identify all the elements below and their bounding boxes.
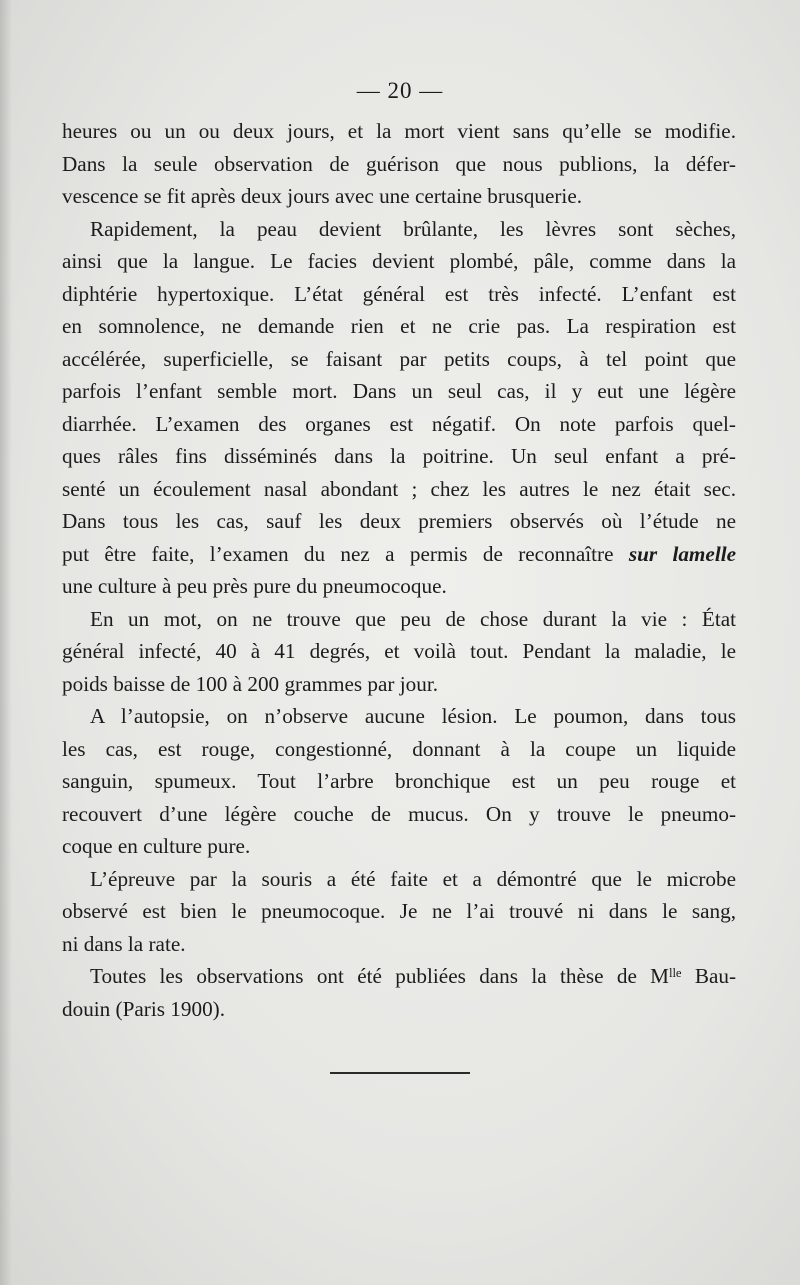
text-line: Dans tous les cas, sauf les deux premiers observés où l’étude ne (62, 509, 736, 533)
paragraph (62, 213, 736, 603)
page-edge-shadow (0, 0, 12, 1285)
text-line: vescence se fit après deux jours avec une certaine brusquerie. (62, 184, 583, 208)
text-line-with-emphasis (62, 538, 736, 571)
text-line: recouvert d’une légère couche de mucus. On y trouve le pneumo- (62, 801, 736, 826)
paragraph (62, 960, 736, 1025)
text-line: en somnolence, ne demande rien et ne crie pas. La respiration est (62, 314, 736, 338)
text-line: coque en culture pure. (62, 834, 251, 858)
text-line: diarrhée. L’examen des organes est négatif. On note parfois quel- (62, 411, 736, 436)
text-line: Dans la seule observation de guérison que nous publions, la défer- (62, 151, 736, 176)
page-number: — 20 — (356, 78, 444, 103)
text-line: une culture à peu près pure du pneumocoque. (62, 574, 447, 598)
text-line: L’épreuve par la souris a été faite et a démontré que le microbe (90, 866, 736, 891)
paragraph (62, 863, 736, 961)
text-line: senté un écoulement nasal abondant ; chez les autres le nez était sec. (62, 476, 736, 501)
body-text (62, 115, 736, 1025)
text-line: observé est bien le pneumocoque. Je ne l’ai trouvé ni dans le sang, (62, 899, 736, 923)
text-line: ques râles fins disséminés dans la poitrine. Un seul enfant a pré- (62, 444, 736, 468)
text-line: ainsi que la langue. Le facies devient plombé, pâle, comme dans la (62, 249, 736, 273)
paragraph (62, 115, 736, 213)
end-rule-divider (330, 1072, 470, 1074)
text-line: Toutes les observations ont été publiées dans la thèse de Mˡˡᵉ Bau- (90, 964, 736, 988)
text-line: sanguin, spumeux. Tout l’arbre bronchique est un peu rouge et (62, 769, 736, 793)
text-line: A l’autopsie, on n’observe aucune lésion. Le poumon, dans tous (90, 704, 736, 728)
text-segment: put être faite, l’examen du nez a permis de reconnaître (62, 541, 614, 566)
text-line: poids baisse de 100 à 200 grammes par jour. (62, 671, 439, 696)
paragraph (62, 700, 736, 863)
text-line: diphtérie hypertoxique. L’état général est très infecté. L’enfant est (62, 281, 736, 306)
paragraph (62, 603, 736, 701)
text-line: ni dans la rate. (62, 931, 186, 956)
text-line: parfois l’enfant semble mort. Dans un seul cas, il y eut une légère (62, 379, 736, 403)
text-line: général infecté, 40 à 41 degrés, et voilà tout. Pendant la maladie, le (62, 639, 736, 663)
text-line: douin (Paris 1900). (62, 996, 226, 1021)
emphasis-text: sur lamelle (628, 541, 736, 566)
text-line: heures ou un ou deux jours, et la mort vient sans qu’elle se modifie. (62, 119, 736, 143)
text-line: accélérée, superficielle, se faisant par petits coups, à tel point que (62, 346, 736, 371)
text-line: Rapidement, la peau devient brûlante, les lèvres sont sèches, (90, 216, 736, 241)
text-line: les cas, est rouge, congestionné, donnant à la coupe un liquide (62, 736, 736, 761)
text-line: En un mot, on ne trouve que peu de chose durant la vie : État (90, 606, 736, 631)
